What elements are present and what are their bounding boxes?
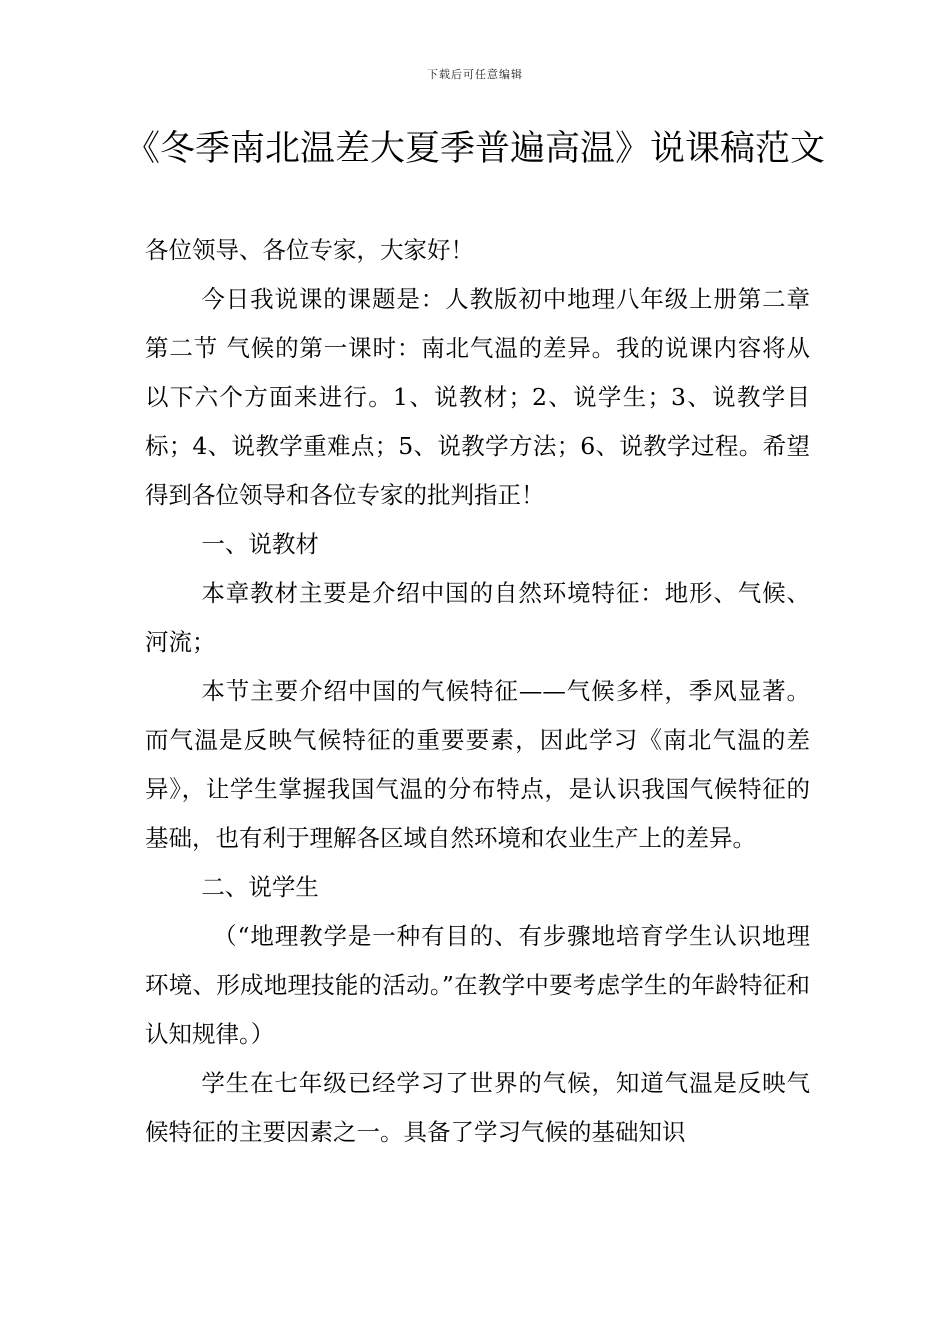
- textbook-paragraph-2: 本节主要介绍中国的气候特征——气候多样，季风显著。而气温是反映气候特征的重要要素，因此学习《南北气温的差异》，让学生掌握我国气温的分布特点，是认识我国气候特征的基础，也有利于理解各区域自然环境和农业生产上的差异。: [145, 677, 810, 852]
- header-note: 下载后可任意编辑: [427, 68, 523, 81]
- document-title: 《冬季南北温差大夏季普遍高温》说课稿范文: [124, 129, 825, 169]
- section-heading-students: 二、说学生: [201, 873, 319, 901]
- textbook-paragraph-1: 本章教材主要是介绍中国的自然环境特征：地形、气候、河流；: [145, 579, 810, 656]
- intro-paragraph: 今日我说课的课题是：人教版初中地理八年级上册第二章第二节 气候的第一课时：南北气温的差异。我的说课内容将从以下六个方面来进行。1、说教材；2、说学生；3、说教学目标；4、说教学重难点；5、说教学方法；6、说教学过程。希望得到各位领导和各位专家的批判指正！: [145, 285, 810, 509]
- document-body: [145, 226, 810, 1157]
- students-paragraph: 学生在七年级已经学习了世界的气候，知道气温是反映气候特征的主要因素之一。具备了学习气候的基础知识: [145, 1069, 810, 1146]
- students-quote-paragraph: （“地理教学是一种有目的、有步骤地培育学生认识地理环境、形成地理技能的活动。”在教学中要考虑学生的年龄特征和认知规律。）: [145, 922, 810, 1048]
- greeting-paragraph: 各位领导、各位专家，大家好！: [145, 236, 474, 264]
- section-heading-textbook: 一、说教材: [201, 530, 319, 558]
